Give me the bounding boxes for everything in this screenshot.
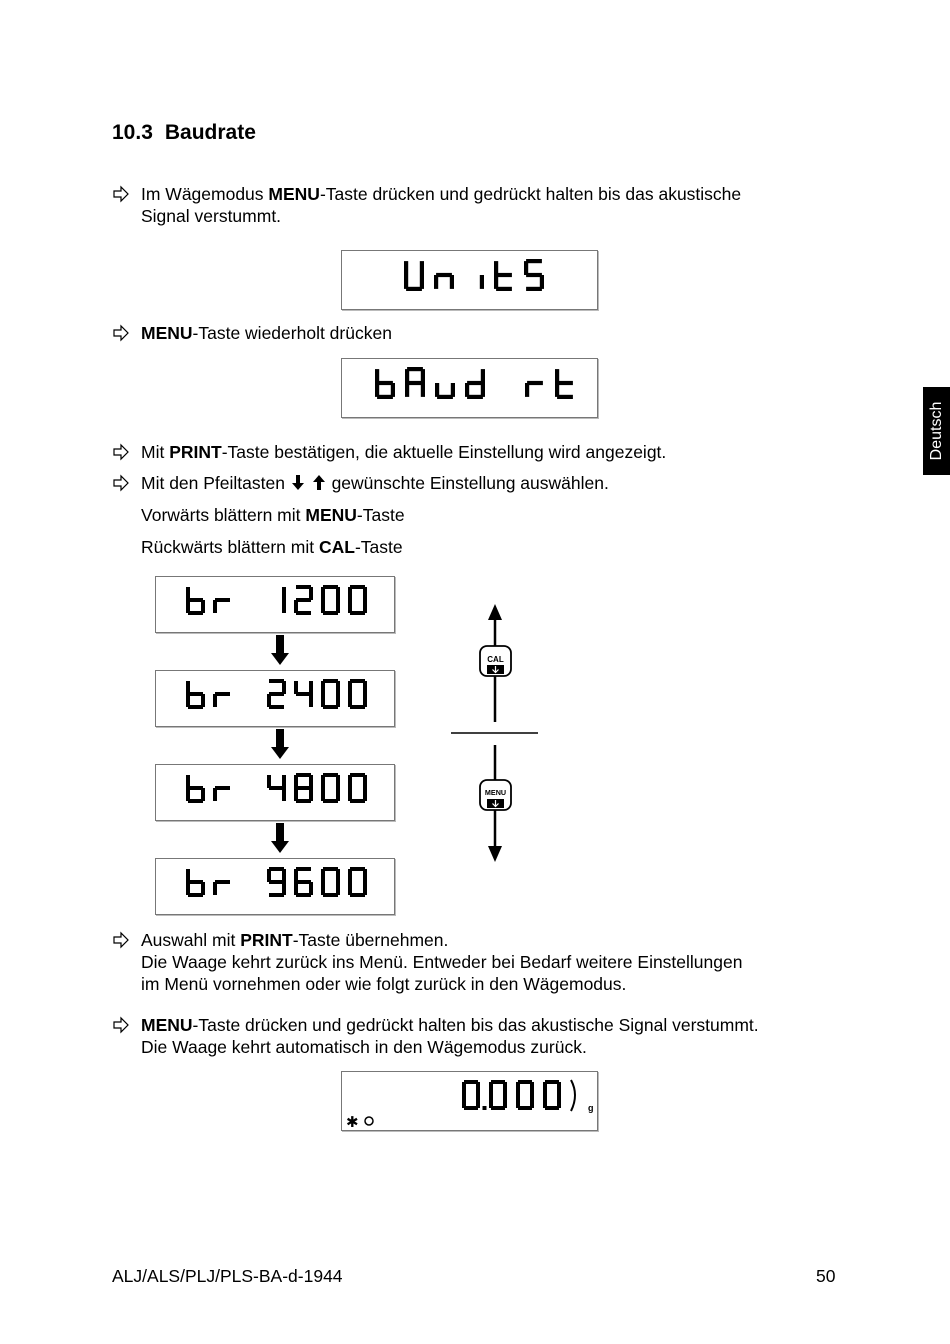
lcd-segment [215,598,230,602]
lcd-segment [296,598,311,602]
arrow-down-icon [488,846,502,862]
lcd-segment [321,869,325,882]
lcd-segment [496,287,512,291]
lcd-segment [462,1082,466,1095]
lcd-segment [336,869,340,882]
lcd-segments [156,859,394,914]
section-number: 10.3 [112,121,153,144]
lcd-segment [526,287,542,291]
lcd-segment [526,273,542,277]
step-3 [112,441,666,463]
lcd-segment [188,786,203,790]
lcd-segment [296,773,311,777]
step-text: Mit den Pfeiltasten [141,473,290,493]
footer-page-number: 50 [816,1266,836,1286]
lcd-segment [348,681,352,694]
key-name: MENU [268,184,320,204]
hollow-arrow-icon [112,929,132,951]
lcd-display-baud [341,358,598,418]
lcd-segment [348,694,352,707]
lcd-segment [543,1095,547,1108]
step-text-line2: Signal verstummt. [141,206,282,226]
lcd-segment [363,587,367,600]
lcd-segment [188,598,203,602]
lcd-segment [296,585,311,589]
lcd-segment [321,788,325,801]
lcd-segment [503,1082,507,1095]
lcd-segment [476,1082,480,1095]
lcd-segment [269,880,284,884]
lcd-segment [436,273,452,277]
lcd-segment [407,381,423,385]
lcd-segment [350,585,365,589]
lcd-segment [406,287,422,291]
lcd-segment [348,788,352,801]
lcd-segment [323,773,338,777]
lcd-segment [296,799,311,803]
lcd-segment [269,705,284,709]
step-text: -Taste wiederholt drücken [192,323,392,343]
lcd-segment [188,705,203,709]
hollow-arrow-icon [112,1014,132,1036]
lcd-segment [215,786,230,790]
navigation-diagram [440,600,550,870]
step-5: Auswahl mit PRINT-Taste übernehmen. Die Waage kehrt zurück ins Menü. Entweder bei Bedarf weitere Einstellungen im Menü vornehmen oder wie folgt zurück in den Wägemodus. [112,929,742,995]
lcd-segment [321,775,325,788]
lcd-segment [348,600,352,613]
down-arrow-icon [270,729,290,759]
lcd-segment [323,611,338,615]
lcd-segment [464,1106,478,1110]
down-arrow-icon [270,635,290,665]
lcd-segment [269,679,284,683]
lcd-segment [518,1080,532,1084]
lcd-segment [323,585,338,589]
key-name: PRINT [169,442,222,462]
lcd-segment [296,880,311,884]
lcd-segment [363,775,367,788]
lcd-option-2400 [155,670,395,727]
step-text: Mit [141,442,170,462]
bracket-indicator [571,1080,575,1111]
section-heading [112,121,256,145]
lcd-segment [348,882,352,895]
lcd-segment [435,383,439,397]
lcd-segment [363,681,367,694]
lcd-segment [526,259,542,263]
lcd-segment [188,692,203,696]
arrow-down-icon [290,474,306,491]
language-tab [923,387,950,475]
lcd-segment [350,799,365,803]
lcd-segment [527,381,543,385]
lcd-segment [321,681,325,694]
lcd-option-4800 [155,764,395,821]
lcd-segment [530,1082,534,1095]
cal-key-icon [480,646,511,676]
lcd-segment [350,679,365,683]
lcd-segment [467,381,483,385]
lcd-segment [323,705,338,709]
lcd-segment [377,395,393,399]
lcd-segments [156,671,394,726]
hollow-arrow-icon [112,322,132,344]
lcd-segment [296,692,311,696]
lcd-segment [282,587,286,600]
lcd-segment [377,381,393,385]
lcd-segments [156,765,394,820]
browse-forward: Vorwärts blättern mit MENU-Taste [141,505,405,525]
lcd-segment [545,1080,559,1084]
lcd-segment [336,681,340,694]
lcd-segment [350,611,365,615]
step-text: -Taste drücken und gedrückt halten bis das akustische [319,184,742,204]
key-name: MENU [141,323,193,343]
language-tab-label: Deutsch [927,401,945,461]
lcd-segment [296,611,311,615]
step-text: -Taste bestätigen, die aktuelle Einstellung wird angezeigt. [221,442,667,462]
menu-key-icon [480,780,511,810]
step-1 [112,183,741,227]
lcd-segment [348,775,352,788]
lcd-segment [269,893,284,897]
lcd-segment [321,587,325,600]
arrow-up-icon [488,604,502,620]
lcd-segments [342,359,597,417]
lcd-option-1200 [155,576,395,633]
arrow-up-icon [311,474,327,491]
lcd-segment [188,893,203,897]
lcd-decimal-point [483,1106,487,1110]
step-text: gewünschte Einstellung auswählen. [326,473,609,493]
lcd-segment [496,273,512,277]
step-text-line2: Die Waage kehrt automatisch in den Wägemodus zurück. [141,1037,587,1057]
lcd-segment [557,381,573,385]
footer-doc-id: ALJ/ALS/PLJ/PLS-BA-d-1944 [112,1266,343,1286]
lcd-segment [462,1095,466,1108]
zero-indicator-icon [365,1117,373,1125]
lcd-segment [269,867,284,871]
lcd-segment [489,1082,493,1095]
lcd-segment [296,893,311,897]
lcd-segment [516,1082,520,1095]
down-arrow-icon [270,823,290,853]
step-6: MENU-Taste drücken und gedrückt halten bis das akustische Signal verstummt. Die Waage kehrt automatisch in den Wägemodus zurück. [112,1014,759,1058]
lcd-segment [269,692,284,696]
lcd-segment [557,1082,561,1095]
lcd-segments [342,251,597,309]
lcd-segment [323,679,338,683]
lcd-segment [336,587,340,600]
menu-key-label: MENU [484,788,507,797]
lcd-segment [467,395,483,399]
hollow-arrow-icon [112,441,132,463]
lcd-segment [350,893,365,897]
lcd-segment [404,275,408,289]
lcd-segment [215,692,230,696]
lcd-segment [543,1082,547,1095]
weigh-unit: g [588,1103,594,1113]
lcd-segment [188,799,203,803]
lcd-segment [296,867,311,871]
hollow-arrow-icon [112,472,132,494]
lcd-segments [342,1072,597,1130]
lcd-segment [282,600,286,613]
lcd-segment [321,600,325,613]
lcd-segment [407,367,423,371]
lcd-segment [516,1095,520,1108]
lcd-segment [489,1095,493,1108]
step-2 [112,322,392,344]
step-4 [112,472,609,494]
lcd-segment [188,880,203,884]
lcd-segment [480,275,484,289]
lcd-segment [363,869,367,882]
lcd-segment [348,869,352,882]
lcd-segment [545,1106,559,1110]
lcd-segment [491,1106,505,1110]
lcd-segment [350,867,365,871]
lcd-segment [215,880,230,884]
lcd-segment [350,705,365,709]
lcd-segment [464,1080,478,1084]
lcd-segment [323,799,338,803]
step-text: Im Wägemodus [141,184,269,204]
lcd-segment [518,1106,532,1110]
lcd-segment [188,611,203,615]
lcd-segment [323,867,338,871]
stability-star-icon: ✱ [346,1113,359,1130]
lcd-segment [323,893,338,897]
lcd-segment [557,395,573,399]
lcd-segment [404,261,408,275]
lcd-display-weigh [341,1071,598,1131]
lcd-option-9600 [155,858,395,915]
section-title: Baudrate [164,121,256,144]
lcd-segment [296,786,311,790]
lcd-segment [321,882,325,895]
lcd-segments [156,577,394,632]
lcd-segment [321,694,325,707]
lcd-segment [269,786,284,790]
step-text-line2: Die Waage kehrt zurück ins Menü. Entweder bei Bedarf weitere Einstellungen [141,952,743,972]
lcd-segment [437,395,453,399]
lcd-segment [336,775,340,788]
lcd-display-units [341,250,598,310]
browse-back: Rückwärts blättern mit CAL-Taste [141,537,403,557]
lcd-segment [491,1080,505,1084]
cal-key-label: CAL [487,655,504,664]
step-text-line3: im Menü vornehmen oder wie folgt zurück in den Wägemodus. [141,974,627,994]
lcd-segment [348,587,352,600]
lcd-segment [420,261,424,275]
hollow-arrow-icon [112,183,132,205]
lcd-segment [350,773,365,777]
